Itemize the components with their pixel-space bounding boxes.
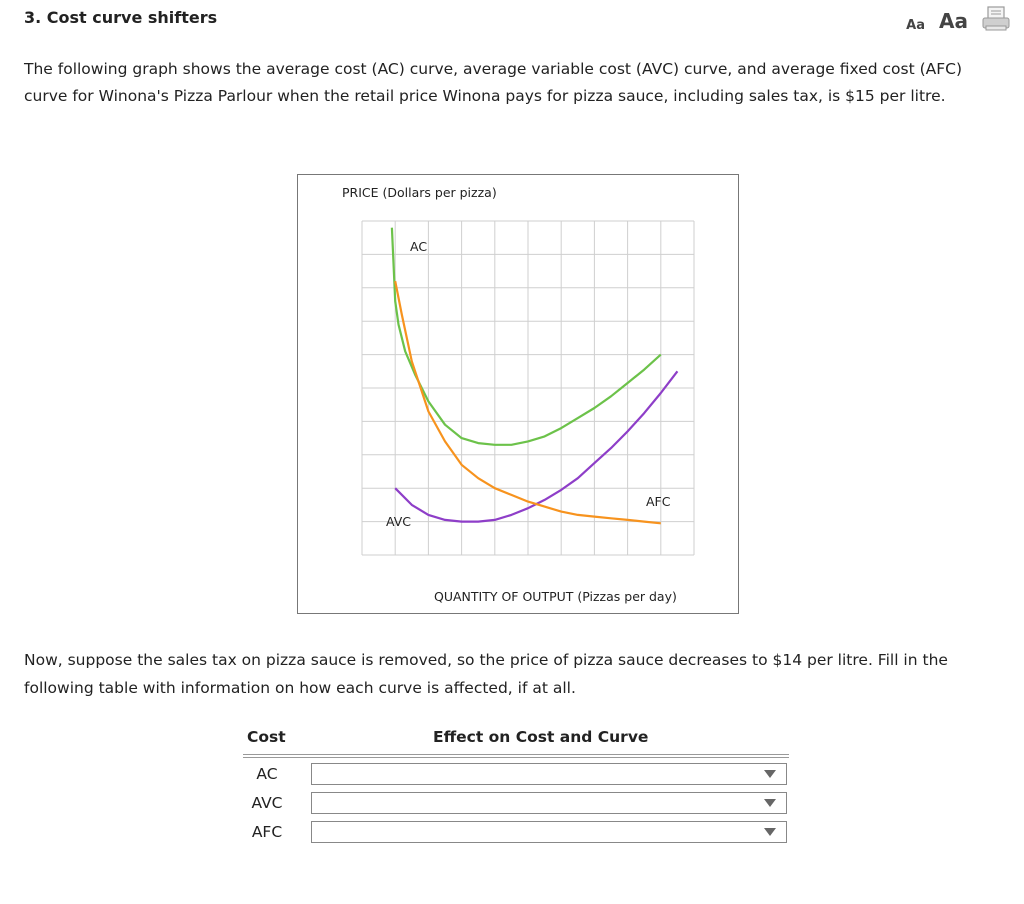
cost-curves-graph <box>297 174 739 614</box>
dropdown-arrow-icon <box>764 770 776 778</box>
dropdown-arrow-icon <box>764 828 776 836</box>
afc-curve-label: AFC <box>646 494 671 509</box>
afc-effect-dropdown[interactable] <box>311 821 787 843</box>
question-title: 3. Cost curve shifters <box>24 8 218 27</box>
avc-curve-label: AVC <box>386 514 412 529</box>
toolbar <box>906 6 1010 36</box>
dropdown-arrow-icon <box>764 799 776 807</box>
avc-curve <box>395 371 677 521</box>
x-axis-label: QUANTITY OF OUTPUT (Pizzas per day) <box>434 589 677 604</box>
chart-svg <box>298 175 738 613</box>
print-button[interactable] <box>982 6 1010 36</box>
cost-column-header: Cost <box>247 728 286 746</box>
ac-curve <box>392 228 661 445</box>
ac-curve-label: AC <box>410 239 428 254</box>
header-divider <box>243 754 789 758</box>
intro-paragraph: The following graph shows the average cost (AC) curve, average variable cost (AVC) curve, and average fixed cost (AFC) curve for Winona's Pizza Parlour when the retail price Winona pays for pizza sauce, including sales tax, is $15 per litre. <box>24 60 963 105</box>
row-label-avc: AVC <box>251 794 283 812</box>
row-label-afc: AFC <box>251 823 283 841</box>
font-size-large-button[interactable]: Aa <box>939 9 968 33</box>
chart-curves <box>392 228 678 524</box>
instructions-paragraph: Now, suppose the sales tax on pizza sauce is removed, so the price of pizza sauce decreases to $14 per litre. Fill in the following table with information on how each curve is affected, if at all. <box>24 651 948 697</box>
effect-column-header: Effect on Cost and Curve <box>433 728 649 746</box>
avc-effect-dropdown[interactable] <box>311 792 787 814</box>
ac-effect-dropdown[interactable] <box>311 763 787 785</box>
font-size-small-button[interactable]: Aa <box>906 17 926 33</box>
print-icon <box>982 6 1010 32</box>
y-axis-label: PRICE (Dollars per pizza) <box>342 185 497 200</box>
row-label-ac: AC <box>256 765 278 783</box>
